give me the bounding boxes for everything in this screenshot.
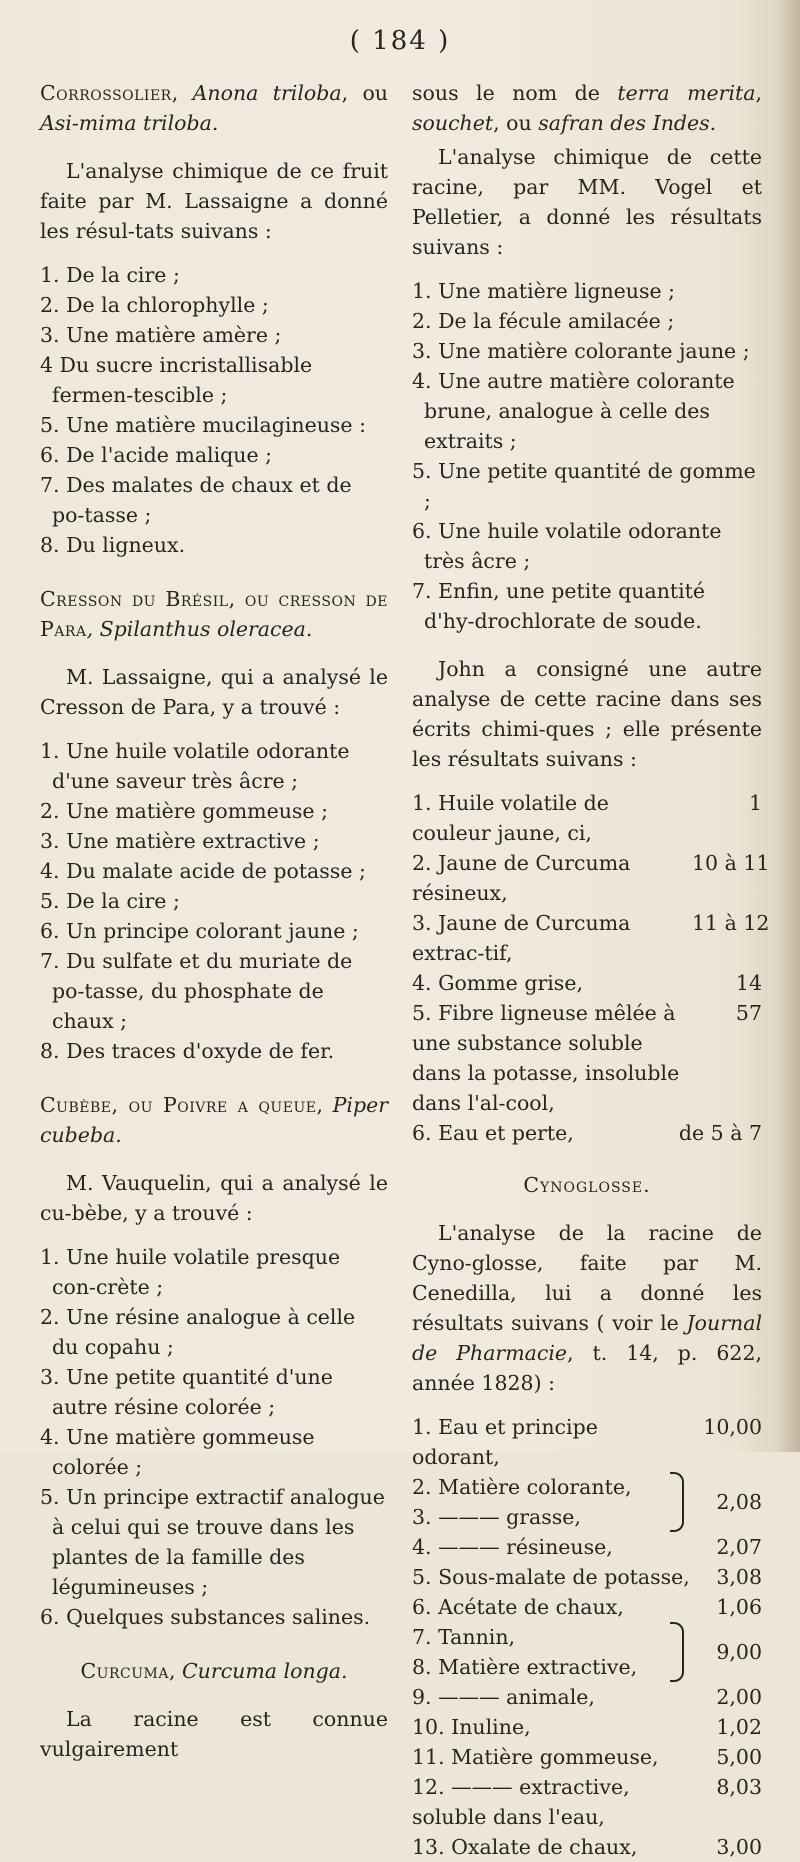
left-column [40,78,388,1764]
cynoglosse-results-table [412,1412,762,1862]
list-item: 3. Une petite quantité d'une autre résine colorée ; [40,1365,333,1419]
cynoglosse-intro [412,1218,762,1398]
cresson-list [40,736,388,1066]
list-item: 7. Du sulfate et du muriate de po-tasse, du phosphate de chaux ; [40,949,353,1033]
table-row-group [412,1472,762,1532]
row-value: 3,00 [716,1835,762,1859]
table-row [412,1118,762,1148]
cubebe-list [40,1242,388,1632]
right-column [412,78,770,1862]
row-label: 9. ——— animale, [412,1685,595,1709]
row-value: 3,08 [716,1565,762,1589]
list-item: 7. Des malates de chaux et de po-tasse ; [40,473,352,527]
row-value: 14 [735,971,762,995]
cresson-latin: , Spilanthus oleracea. [86,617,313,641]
table-row [412,1682,762,1712]
continuation-term-2: souchet [412,111,494,135]
cresson-title: Cresson du Brésil, ou cresson de Para [40,587,388,641]
row-label: 8. Matière extractive, [412,1655,638,1679]
continuation-term-3: safran des Indes. [538,111,717,135]
cubebe-heading: Cubèbe, ou Poivre a queue, Piper cubeba. [40,1093,388,1147]
table-row [412,1562,762,1592]
row-value: 1,02 [716,1715,762,1739]
corrossolier-title: Corrossolier [40,81,172,105]
list-item: 2. De la fécule amilacée ; [412,309,675,333]
cresson-intro: M. Lassaigne, qui a analysé le Cresson de Para, y a trouvé : [40,665,388,719]
table-row [412,1592,762,1622]
page-edge-shadow [776,0,800,1452]
row-value: 10,00 [703,1415,762,1439]
cynoglosse-heading: Cynoglosse. [523,1173,651,1197]
corrossolier-latin: Anona triloba [192,81,342,105]
list-item: 2. Une matière gommeuse ; [40,799,328,823]
continuation-term-1: terra merita [617,81,756,105]
curcuma-continuation [412,78,762,138]
brace [670,1622,684,1682]
list-item: 1. Une matière ligneuse ; [412,279,676,303]
table-row [412,1412,762,1472]
table-row [412,908,770,968]
table-row [412,1772,762,1832]
page-number: ( 184 ) [349,26,451,56]
row-label: 11. Matière gommeuse, [412,1745,659,1769]
list-item: 3. Une matière amère ; [40,323,282,347]
row-label: 7. Tannin, [412,1625,516,1649]
row-label: 4. Gomme grise, [412,971,583,995]
corrossolier-intro: L'analyse chimique de ce fruit faite par M. Lassaigne a donné les résul-tats suivans : [40,159,388,243]
row-label: 4. ——— résineuse, [412,1535,613,1559]
row-value: 10 à 11 [692,851,770,875]
row-value: 1 [748,791,762,815]
list-item: 3. Une matière extractive ; [40,829,320,853]
table-row [412,1532,762,1562]
row-label: 6. Eau et perte, [412,1121,574,1145]
row-value: 2,07 [716,1535,762,1559]
table-row [412,788,762,848]
continuation-text: sous le nom de [412,81,618,105]
cynoglosse-intro-b: , t. 14, p. 622, année 1828) : [412,1341,762,1395]
continuation-sep: , [755,81,762,105]
row-value: 8,03 [716,1775,762,1799]
table-row [412,1832,762,1862]
row-value: 9,00 [716,1640,762,1664]
row-label: 1. Huile volatile de couleur jaune, ci, [412,791,609,845]
cynoglosse-intro-a: L'analyse de la racine de Cyno-glosse, faite par M. Cenedilla, lui a donné les résultats suivans ( voir le [412,1221,762,1335]
john-results-table [412,788,770,1148]
john-intro: John a consigné une autre analyse de cette racine dans ses écrits chimi-ques ; elle présente les résultats suivans : [412,657,762,771]
continuation-or: , ou [493,111,539,135]
row-value: 2,08 [716,1490,762,1514]
row-value: 2,00 [716,1685,762,1709]
curcuma-intro: La racine est connue vulgairement [40,1707,388,1761]
list-item: 8. Des traces d'oxyde de fer. [40,1039,335,1063]
row-label: 10. Inuline, [412,1715,531,1739]
row-value: 5,00 [716,1745,762,1769]
table-row [412,848,770,908]
vogel-pelletier-intro: L'analyse chimique de cette racine, par MM. Vogel et Pelletier, a donné les résultats suivans : [412,145,762,259]
row-label: 5. Sous-malate de potasse, [412,1565,690,1589]
brace [670,1472,684,1532]
vogel-pelletier-list [412,276,762,636]
list-item: 4 Du sucre incristallisable fermen-tescible ; [40,353,313,407]
row-label: 12. ——— extractive, soluble dans l'eau, [412,1775,630,1829]
list-item: 2. De la chlorophylle ; [40,293,269,317]
curcuma-heading: Curcuma, Curcuma longa. [80,1659,348,1683]
cubebe-title: Cubèbe, ou Poivre a queue [40,1093,317,1117]
row-label: 6. Acétate de chaux, [412,1595,624,1619]
row-value: 1,06 [716,1595,762,1619]
row-label: 2. Matière colorante, [412,1475,632,1499]
curcuma-title: Curcuma [80,1659,169,1683]
list-item: 4. Du malate acide de potasse ; [40,859,366,883]
row-value: de 5 à 7 [678,1121,762,1145]
table-row-group [412,1622,762,1682]
list-item: 6. De l'acide malique ; [40,443,273,467]
list-item: 4. Une autre matière colorante brune, analogue à celle des extraits ; [412,369,735,453]
list-item: 1. De la cire ; [40,263,180,287]
list-item: 5. De la cire ; [40,889,180,913]
corrossolier-title-mid: , ou [341,81,388,105]
list-item: 4. Une matière gommeuse colorée ; [40,1425,315,1479]
corrossolier-latin-2: Asi-mima triloba. [40,111,219,135]
list-item: 6. Une huile volatile odorante très âcre ; [412,519,722,573]
list-item: 6. Un principe colorant jaune ; [40,919,359,943]
cubebe-intro: M. Vauquelin, qui a analysé le cu-bèbe, y a trouvé : [40,1171,388,1225]
corrossolier-heading: Corrossolier, Anona triloba, ou Asi-mima triloba. [40,81,388,135]
list-item: 5. Une petite quantité de gomme ; [412,459,756,513]
row-value: 11 à 12 [692,911,770,935]
list-item: 8. Du ligneux. [40,533,186,557]
row-label: 13. Oxalate de chaux, [412,1835,638,1859]
list-item: 1. Une huile volatile presque con-crète ; [40,1245,341,1299]
row-label: 1. Eau et principe odorant, [412,1415,598,1469]
cubebe-latin: Piper cubeba. [40,1093,388,1147]
journal-title: Journal de Pharmacie [412,1311,762,1365]
row-label: 3. ——— grasse, [412,1505,581,1529]
row-label: 2. Jaune de Curcuma résineux, [412,851,631,905]
list-item: 2. Une résine analogue à celle du copahu ; [40,1305,356,1359]
table-row [412,1742,762,1772]
list-item: 1. Une huile volatile odorante d'une saveur très âcre ; [40,739,350,793]
list-item: 5. Une matière mucilagineuse : [40,413,366,437]
cresson-heading [40,584,388,644]
list-item: 5. Un principe extractif analogue à celui qui se trouve dans les plantes de la famille des légumineuses ; [40,1485,385,1599]
list-item: 3. Une matière colorante jaune ; [412,339,750,363]
table-row [412,968,762,998]
table-row [412,1712,762,1742]
corrossolier-list [40,260,388,560]
list-item: 6. Quelques substances salines. [40,1605,371,1629]
row-value: 57 [735,1001,762,1025]
row-label: 5. Fibre ligneuse mêlée à une substance soluble dans la potasse, insoluble dans l'al-cool, [412,1001,680,1115]
list-item: 7. Enfin, une petite quantité d'hy-drochlorate de soude. [412,579,706,633]
row-label: 3. Jaune de Curcuma extrac-tif, [412,911,631,965]
table-row [412,998,762,1118]
curcuma-latin: Curcuma longa. [182,1659,348,1683]
